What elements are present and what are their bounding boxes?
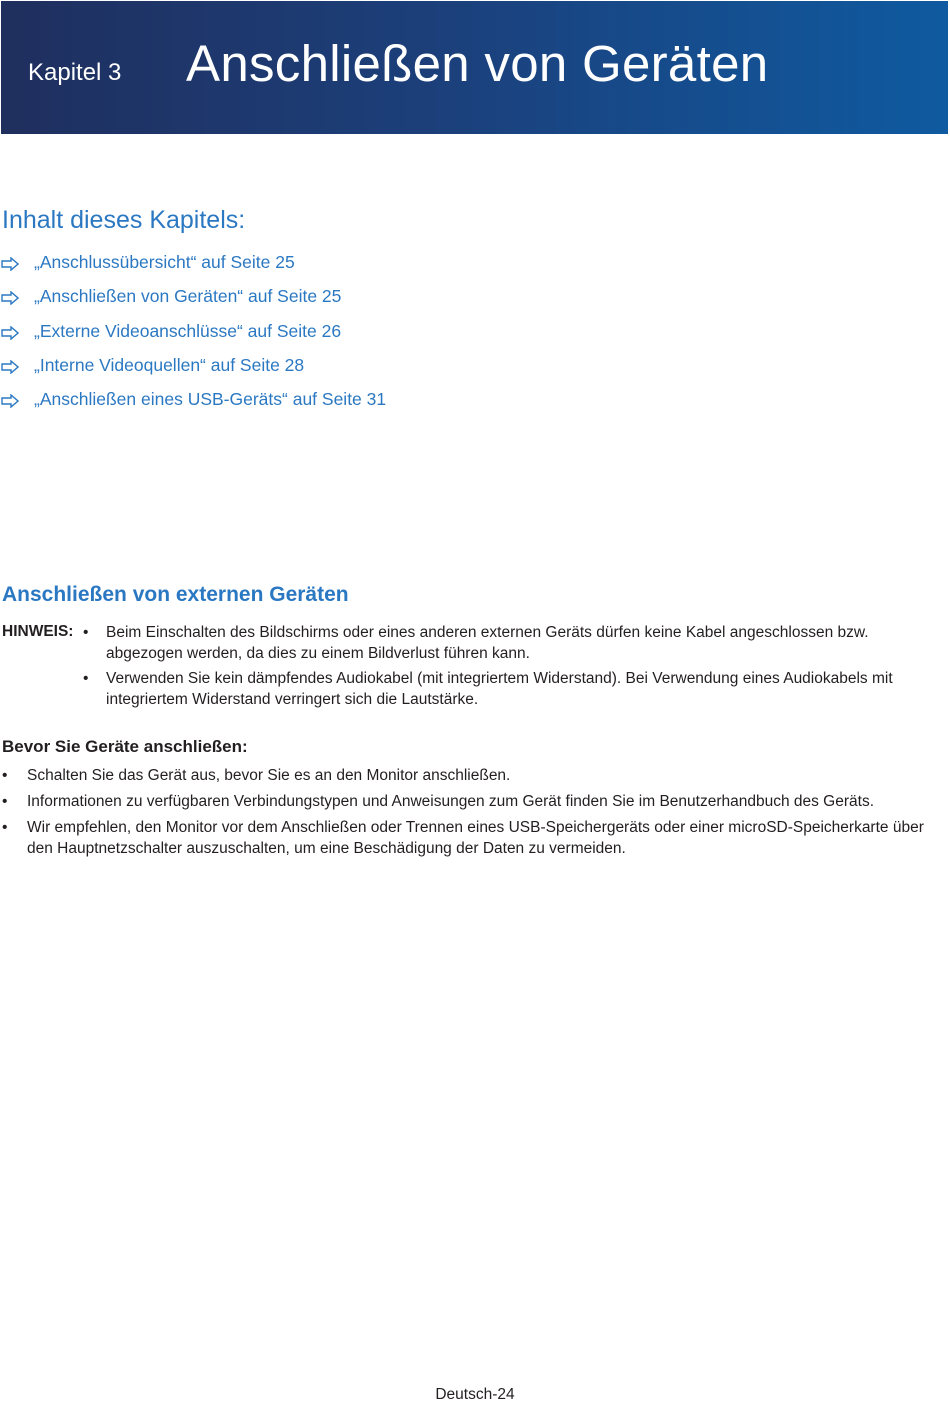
list-item bbox=[0, 766, 945, 787]
arrow-right-outline-icon bbox=[1, 326, 19, 340]
chapter-banner bbox=[1, 1, 948, 134]
body-list bbox=[0, 766, 945, 865]
note-text: Beim Einschalten des Bildschirms oder eines anderen externen Geräts dürfen keine Kabel angeschlossen bzw. abgezogen werden, da dies zu einem Bildverlust führen kann. bbox=[106, 624, 869, 662]
list-item bbox=[0, 792, 945, 813]
bullet-icon: • bbox=[83, 670, 89, 687]
list-item-text: Schalten Sie das Gerät aus, bevor Sie es an den Monitor anschließen. bbox=[27, 767, 511, 784]
toc-item[interactable] bbox=[0, 286, 386, 320]
note-list bbox=[80, 623, 945, 715]
note-item bbox=[80, 669, 945, 710]
page-number: Deutsch-24 bbox=[435, 1386, 515, 1403]
toc-heading: Inhalt dieses Kapitels: bbox=[2, 206, 246, 234]
toc-link[interactable]: „Externe Videoanschlüsse“ auf Seite 26 bbox=[34, 320, 342, 341]
section-heading: Anschließen von externen Geräten bbox=[2, 583, 349, 606]
arrow-right-outline-icon bbox=[1, 291, 19, 305]
bullet-icon: • bbox=[2, 767, 8, 784]
toc-list bbox=[0, 252, 386, 423]
toc-item[interactable] bbox=[0, 389, 386, 423]
arrow-right-outline-icon bbox=[1, 360, 19, 374]
toc-link[interactable]: „Anschließen eines USB-Geräts“ auf Seite 31 bbox=[34, 389, 387, 410]
bullet-icon: • bbox=[2, 819, 8, 836]
chapter-title: Anschließen von Geräten bbox=[186, 35, 769, 92]
bullet-icon: • bbox=[83, 624, 89, 641]
toc-item[interactable] bbox=[0, 355, 386, 389]
toc-link[interactable]: „Anschließen von Geräten“ auf Seite 25 bbox=[34, 286, 342, 307]
note-item bbox=[80, 623, 945, 664]
toc-item[interactable] bbox=[0, 321, 386, 355]
subheading: Bevor Sie Geräte anschließen: bbox=[2, 737, 248, 756]
note-text: Verwenden Sie kein dämpfendes Audiokabel (mit integriertem Widerstand). Bei Verwendung eines Audiokabels mit integriertem Widerstand verringert sich die Lautstärke. bbox=[106, 670, 893, 708]
list-item-text: Informationen zu verfügbaren Verbindungstypen und Anweisungen zum Gerät finden Sie im Benutzerhandbuch des Geräts. bbox=[27, 793, 875, 810]
toc-link[interactable]: „Anschlussübersicht“ auf Seite 25 bbox=[34, 252, 295, 272]
toc-link[interactable]: „Interne Videoquellen“ auf Seite 28 bbox=[34, 354, 305, 375]
note-label: HINWEIS: bbox=[2, 623, 74, 640]
arrow-right-outline-icon bbox=[1, 257, 19, 271]
list-item bbox=[0, 818, 945, 859]
arrow-right-outline-icon bbox=[1, 394, 19, 408]
bullet-icon: • bbox=[2, 793, 8, 810]
list-item-text: Wir empfehlen, den Monitor vor dem Anschließen oder Trennen eines USB-Speichergeräts oder einer microSD-Speicherkarte über den Hauptnetzschalter auszuschalten, um eine Beschädigung der Daten zu vermeiden. bbox=[27, 819, 924, 857]
toc-item[interactable] bbox=[0, 252, 386, 286]
chapter-label: Kapitel 3 bbox=[28, 59, 122, 86]
